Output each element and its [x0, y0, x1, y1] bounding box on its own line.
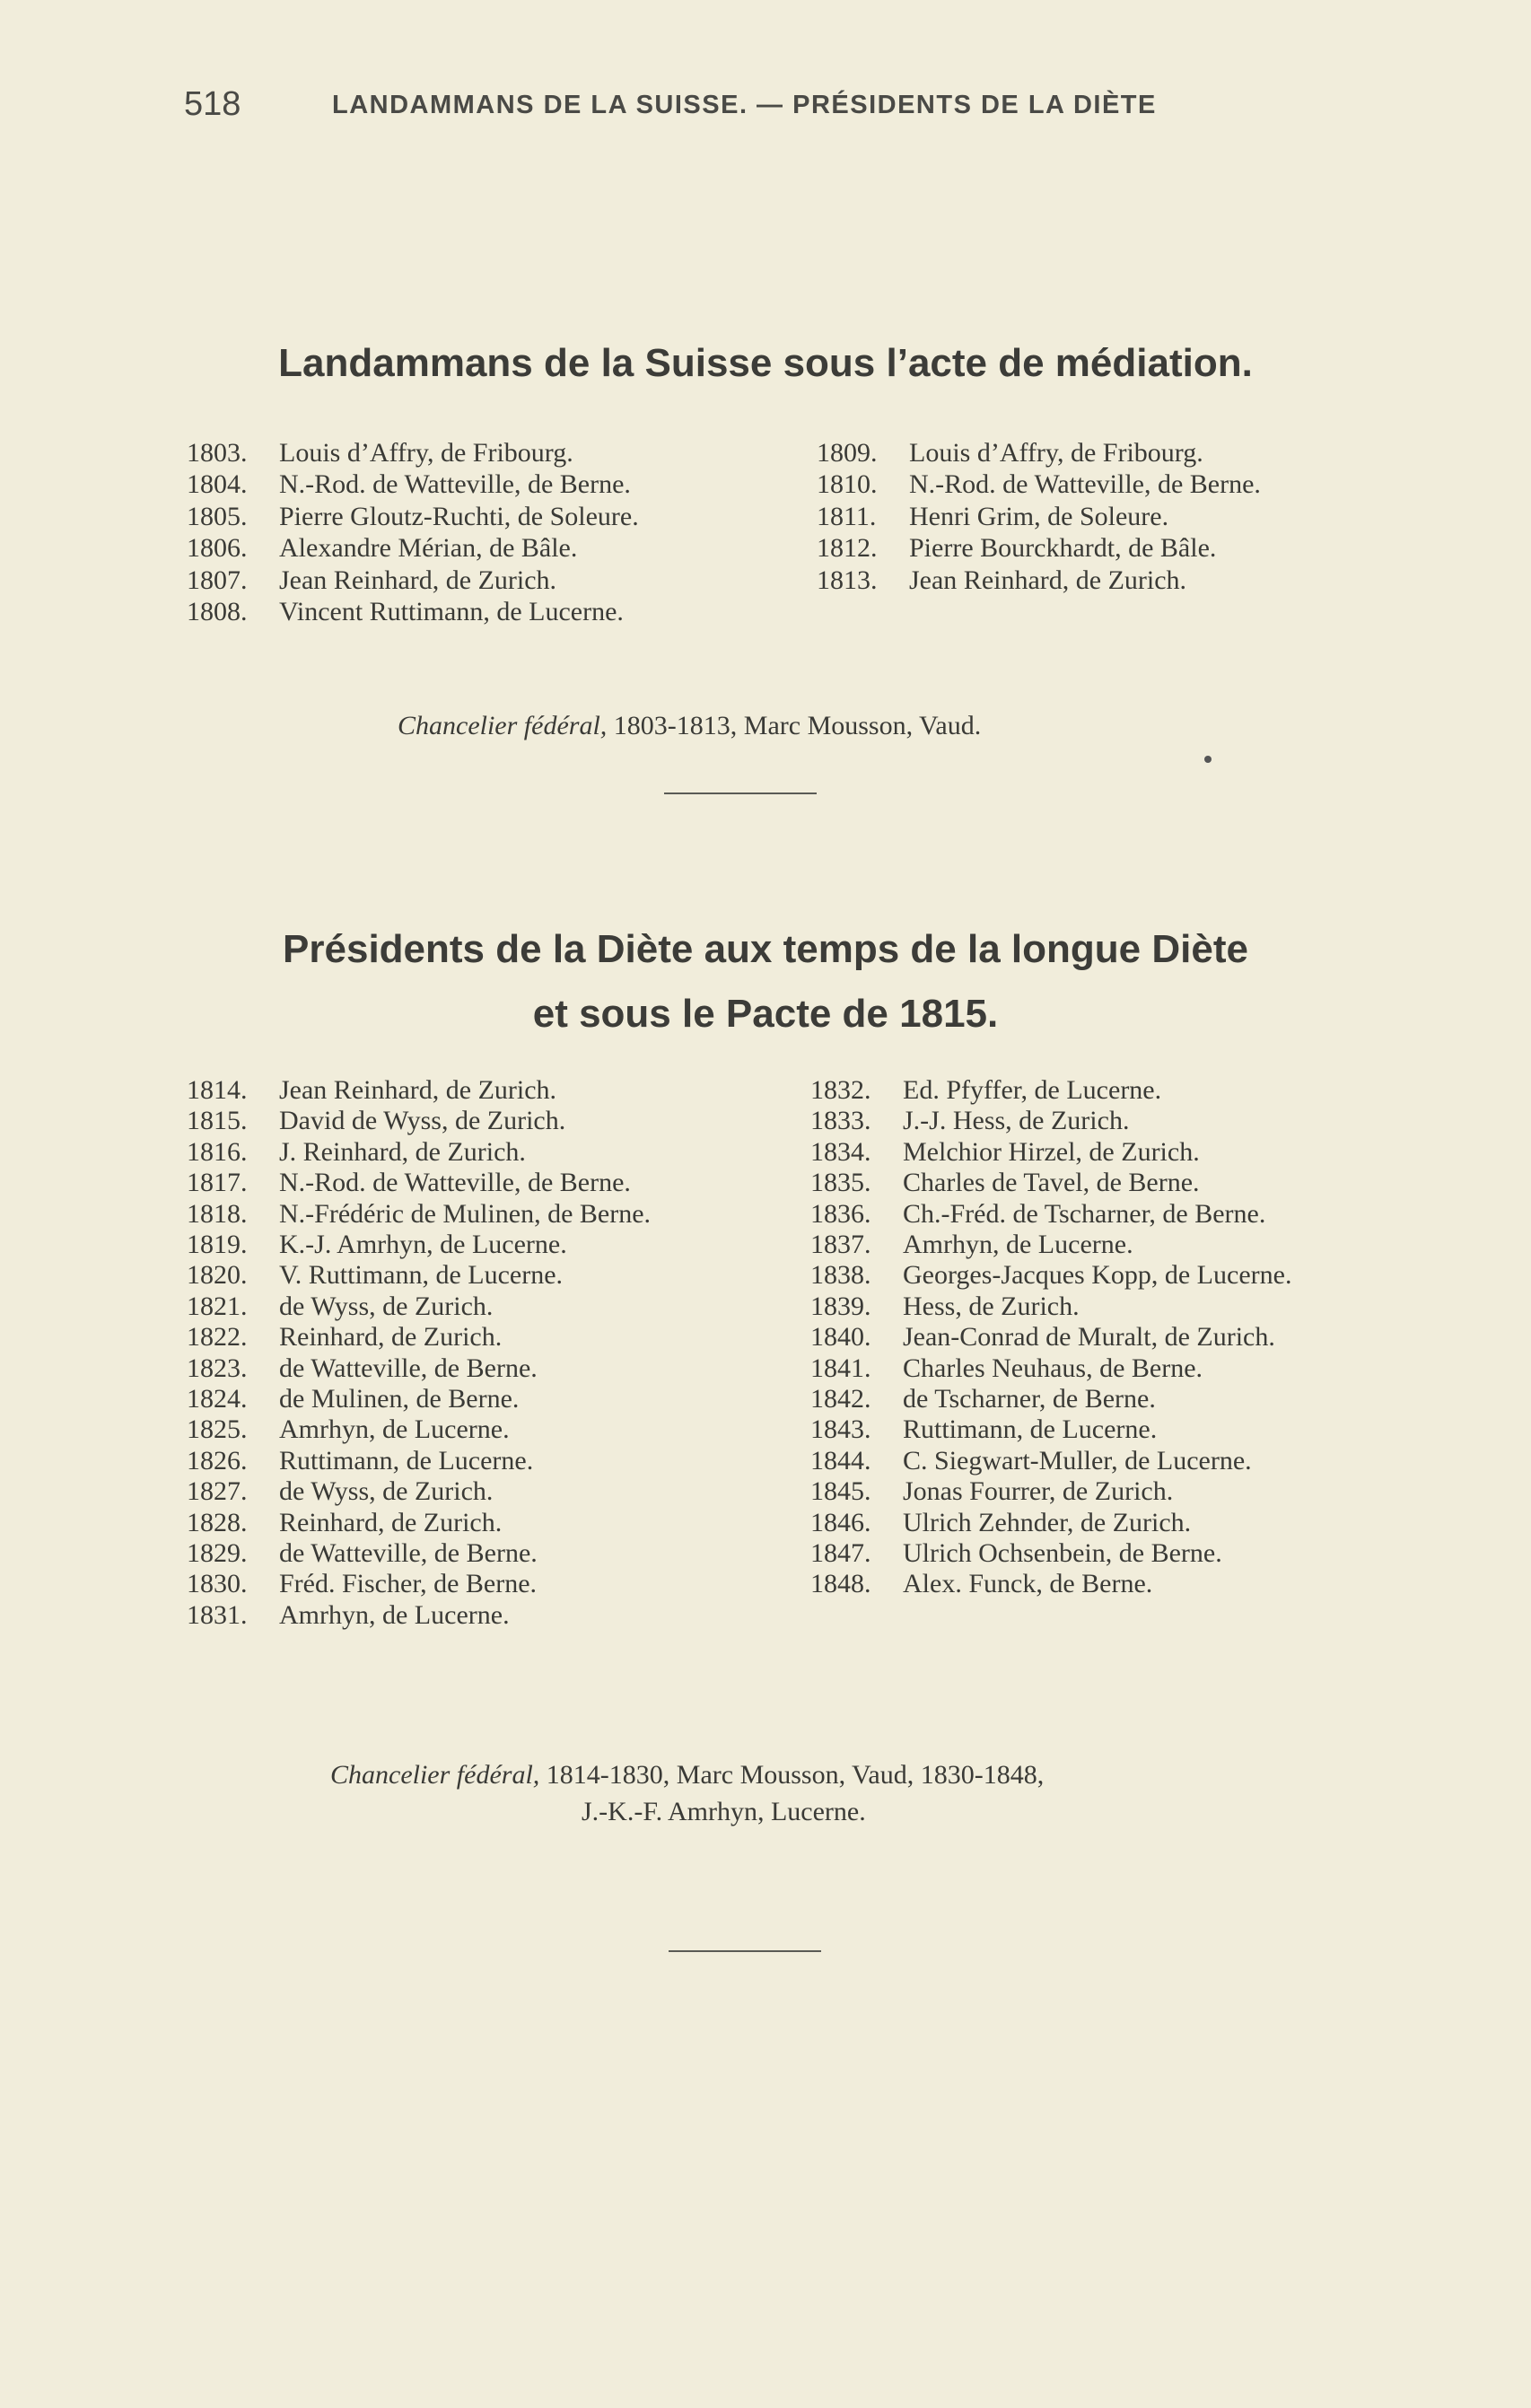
entry-year: 1830. — [187, 1569, 248, 1599]
entry-text: Ed. Pfyffer, de Lucerne. — [903, 1075, 1162, 1105]
list-item — [187, 1168, 631, 1198]
entry-year: 1837. — [810, 1230, 871, 1259]
page-number: 518 — [184, 85, 241, 123]
list-item — [187, 1569, 537, 1599]
entry-year: 1818. — [187, 1198, 248, 1229]
entry-text: Melchior Hirzel, de Zurich. — [903, 1136, 1200, 1167]
entry-year: 1838. — [810, 1260, 871, 1291]
entry-year: 1832. — [810, 1075, 871, 1105]
entry-year: 1833. — [810, 1106, 871, 1136]
running-head: LANDAMMANS DE LA SUISSE. — PRÉSIDENTS DE LA DIÈTE — [332, 91, 1157, 119]
entry-year: 1826. — [187, 1445, 248, 1475]
entry-text: N.-Rod. de Watteville, de Berne. — [909, 469, 1261, 500]
entry-year: 1823. — [187, 1353, 248, 1383]
entry-text: de Wyss, de Zurich. — [279, 1291, 494, 1321]
entry-text: de Watteville, de Berne. — [279, 1538, 538, 1568]
entry-text: Georges-Jacques Kopp, de Lucerne. — [903, 1260, 1292, 1291]
entry-text: N.-Frédéric de Mulinen, de Berne. — [279, 1198, 652, 1229]
entry-text: Louis d’Affry, de Fribourg. — [279, 438, 573, 468]
list-item — [187, 1508, 502, 1538]
entry-year: 1845. — [810, 1476, 871, 1507]
entry-year: 1815. — [187, 1106, 248, 1136]
list-item — [187, 1199, 651, 1230]
page-header — [184, 85, 1261, 130]
entry-text: de Mulinen, de Berne. — [279, 1384, 520, 1414]
entry-text: Jean Reinhard, de Zurich. — [909, 565, 1187, 595]
list-item — [810, 1476, 1173, 1507]
entry-year: 1848. — [810, 1569, 871, 1599]
list-item — [810, 1106, 1129, 1136]
entry-text: de Wyss, de Zurich. — [279, 1476, 494, 1507]
list-item — [810, 1260, 1291, 1291]
entry-year: 1839. — [810, 1291, 871, 1321]
entry-text: N.-Rod. de Watteville, de Berne. — [279, 469, 631, 500]
entry-year: 1803. — [187, 438, 248, 468]
list-item — [187, 438, 573, 468]
list-item — [810, 1230, 1133, 1260]
list-item — [810, 1414, 1157, 1445]
list-item — [817, 438, 1203, 468]
entry-year: 1831. — [187, 1599, 248, 1630]
entry-year: 1814. — [187, 1075, 248, 1105]
entry-year: 1804. — [187, 469, 248, 500]
entry-text: Reinhard, de Zurich. — [279, 1322, 503, 1353]
entry-text: David de Wyss, de Zurich. — [279, 1106, 566, 1136]
list-item — [187, 1538, 538, 1569]
entry-year: 1812. — [817, 533, 878, 564]
entry-text: C. Siegwart-Muller, de Lucerne. — [903, 1445, 1252, 1475]
entry-text: Ulrich Zehnder, de Zurich. — [903, 1507, 1192, 1537]
entry-text: Ch.-Fréd. de Tscharner, de Berne. — [903, 1198, 1266, 1229]
list-item — [810, 1075, 1161, 1106]
entry-text: Amrhyn, de Lucerne. — [279, 1599, 510, 1630]
entry-text: Jean-Conrad de Muralt, de Zurich. — [903, 1322, 1275, 1353]
entry-text: K.-J. Amrhyn, de Lucerne. — [279, 1230, 567, 1259]
entry-text: Amrhyn, de Lucerne. — [903, 1230, 1133, 1259]
list-item — [187, 1292, 493, 1322]
list-item — [817, 565, 1186, 596]
entry-year: 1819. — [187, 1230, 248, 1259]
entry-text: Alex. Funck, de Berne. — [903, 1569, 1153, 1599]
entry-text: Jean Reinhard, de Zurich. — [279, 565, 557, 595]
list-item — [187, 1322, 502, 1353]
entry-text: Fréd. Fischer, de Berne. — [279, 1569, 538, 1599]
entry-text: de Tscharner, de Berne. — [903, 1384, 1156, 1414]
chancellor-title: Chancelier fédéral, — [398, 711, 608, 740]
entry-year: 1821. — [187, 1291, 248, 1321]
list-item — [187, 1600, 510, 1631]
entry-text: Ruttimann, de Lucerne. — [279, 1445, 534, 1475]
list-item — [187, 1476, 493, 1507]
list-item — [810, 1199, 1265, 1230]
entry-text: J.-J. Hess, de Zurich. — [903, 1106, 1130, 1136]
list-item — [187, 1106, 565, 1136]
list-item — [810, 1446, 1252, 1476]
entry-year: 1846. — [810, 1507, 871, 1537]
list-item — [810, 1353, 1203, 1384]
entry-year: 1836. — [810, 1198, 871, 1229]
chancellor-text: 1803-1813, Marc Mousson, Vaud. — [613, 711, 982, 740]
entry-year: 1828. — [187, 1507, 248, 1537]
entry-year: 1813. — [817, 565, 878, 595]
list-item — [187, 1384, 519, 1414]
entry-year: 1807. — [187, 565, 248, 595]
entry-text: Hess, de Zurich. — [903, 1291, 1080, 1321]
entry-year: 1829. — [187, 1538, 248, 1568]
entry-year: 1811. — [817, 501, 877, 531]
entry-text: Charles de Tavel, de Berne. — [903, 1168, 1200, 1198]
list-item — [187, 1353, 538, 1384]
entry-text: Alexandre Mérian, de Bâle. — [279, 533, 578, 564]
entry-text: Ruttimann, de Lucerne. — [903, 1414, 1158, 1445]
list-item — [187, 1075, 556, 1106]
entry-year: 1816. — [187, 1136, 248, 1167]
list-item — [187, 1230, 567, 1260]
entry-year: 1844. — [810, 1445, 871, 1475]
entry-year: 1806. — [187, 533, 248, 564]
list-item — [187, 1260, 563, 1291]
entry-year: 1824. — [187, 1384, 248, 1414]
entry-text: Ulrich Ochsenbein, de Berne. — [903, 1538, 1222, 1568]
entry-year: 1834. — [810, 1136, 871, 1167]
entry-year: 1842. — [810, 1384, 871, 1414]
entry-year: 1820. — [187, 1260, 248, 1291]
entry-text: Jean Reinhard, de Zurich. — [279, 1075, 557, 1105]
chancellor-title: Chancelier fédéral, — [330, 1760, 540, 1790]
entry-year: 1841. — [810, 1353, 871, 1383]
separator-rule — [669, 1950, 821, 1952]
list-item — [187, 1446, 533, 1476]
entry-year: 1840. — [810, 1322, 871, 1353]
entry-year: 1822. — [187, 1322, 248, 1353]
entry-text: V. Ruttimann, de Lucerne. — [279, 1260, 564, 1291]
chancellor-note-1814-line2: J.-K.-F. Amrhyn, Lucerne. — [582, 1797, 866, 1826]
entry-text: de Watteville, de Berne. — [279, 1353, 538, 1383]
list-item — [187, 597, 624, 627]
section-title-presidents-line2: et sous le Pacte de 1815. — [532, 992, 999, 1036]
list-item — [817, 469, 1261, 500]
entry-text: Pierre Gloutz-Ruchti, de Soleure. — [279, 501, 639, 531]
chancellor-note-1803 — [398, 711, 981, 741]
entry-year: 1808. — [187, 597, 248, 626]
entry-year: 1817. — [187, 1168, 248, 1198]
separator-rule — [664, 792, 817, 794]
entry-text: J. Reinhard, de Zurich. — [279, 1136, 526, 1167]
list-item — [187, 533, 577, 564]
list-item — [810, 1292, 1080, 1322]
entry-text: Henri Grim, de Soleure. — [909, 501, 1169, 531]
list-item — [187, 469, 631, 500]
list-item — [810, 1322, 1275, 1353]
section-title-presidents-line1: Présidents de la Diète aux temps de la longue Diète — [283, 927, 1248, 971]
entry-year: 1809. — [817, 438, 878, 468]
list-item — [817, 502, 1168, 532]
entry-text: Jonas Fourrer, de Zurich. — [903, 1476, 1174, 1507]
list-item — [810, 1168, 1200, 1198]
entry-text: Charles Neuhaus, de Berne. — [903, 1353, 1203, 1383]
chancellor-note-1814-line1 — [330, 1760, 1044, 1791]
section-title-landammans: Landammans de la Suisse sous l’acte de médiation. — [278, 341, 1253, 385]
entry-year: 1847. — [810, 1538, 871, 1568]
entry-year: 1835. — [810, 1168, 871, 1198]
list-item — [187, 1414, 510, 1445]
entry-year: 1825. — [187, 1414, 248, 1445]
list-item — [810, 1137, 1200, 1168]
list-item — [810, 1508, 1191, 1538]
list-item — [187, 1137, 526, 1168]
entry-year: 1810. — [817, 469, 878, 500]
list-item — [810, 1538, 1222, 1569]
entry-text: N.-Rod. de Watteville, de Berne. — [279, 1168, 631, 1198]
entry-text: Louis d’Affry, de Fribourg. — [909, 438, 1203, 468]
list-item — [817, 533, 1216, 564]
list-item — [187, 565, 556, 596]
entry-text: Pierre Bourckhardt, de Bâle. — [909, 533, 1217, 564]
entry-year: 1827. — [187, 1476, 248, 1507]
entry-text: Amrhyn, de Lucerne. — [279, 1414, 510, 1445]
entry-year: 1843. — [810, 1414, 871, 1445]
entry-text: Vincent Ruttimann, de Lucerne. — [279, 597, 624, 626]
bullet-mark — [1204, 756, 1212, 763]
chancellor-text: 1814-1830, Marc Mousson, Vaud, 1830-1848, — [546, 1760, 1045, 1790]
list-item — [810, 1569, 1152, 1599]
entry-year: 1805. — [187, 501, 248, 531]
entry-text: Reinhard, de Zurich. — [279, 1507, 503, 1537]
list-item — [810, 1384, 1156, 1414]
list-item — [187, 502, 639, 532]
